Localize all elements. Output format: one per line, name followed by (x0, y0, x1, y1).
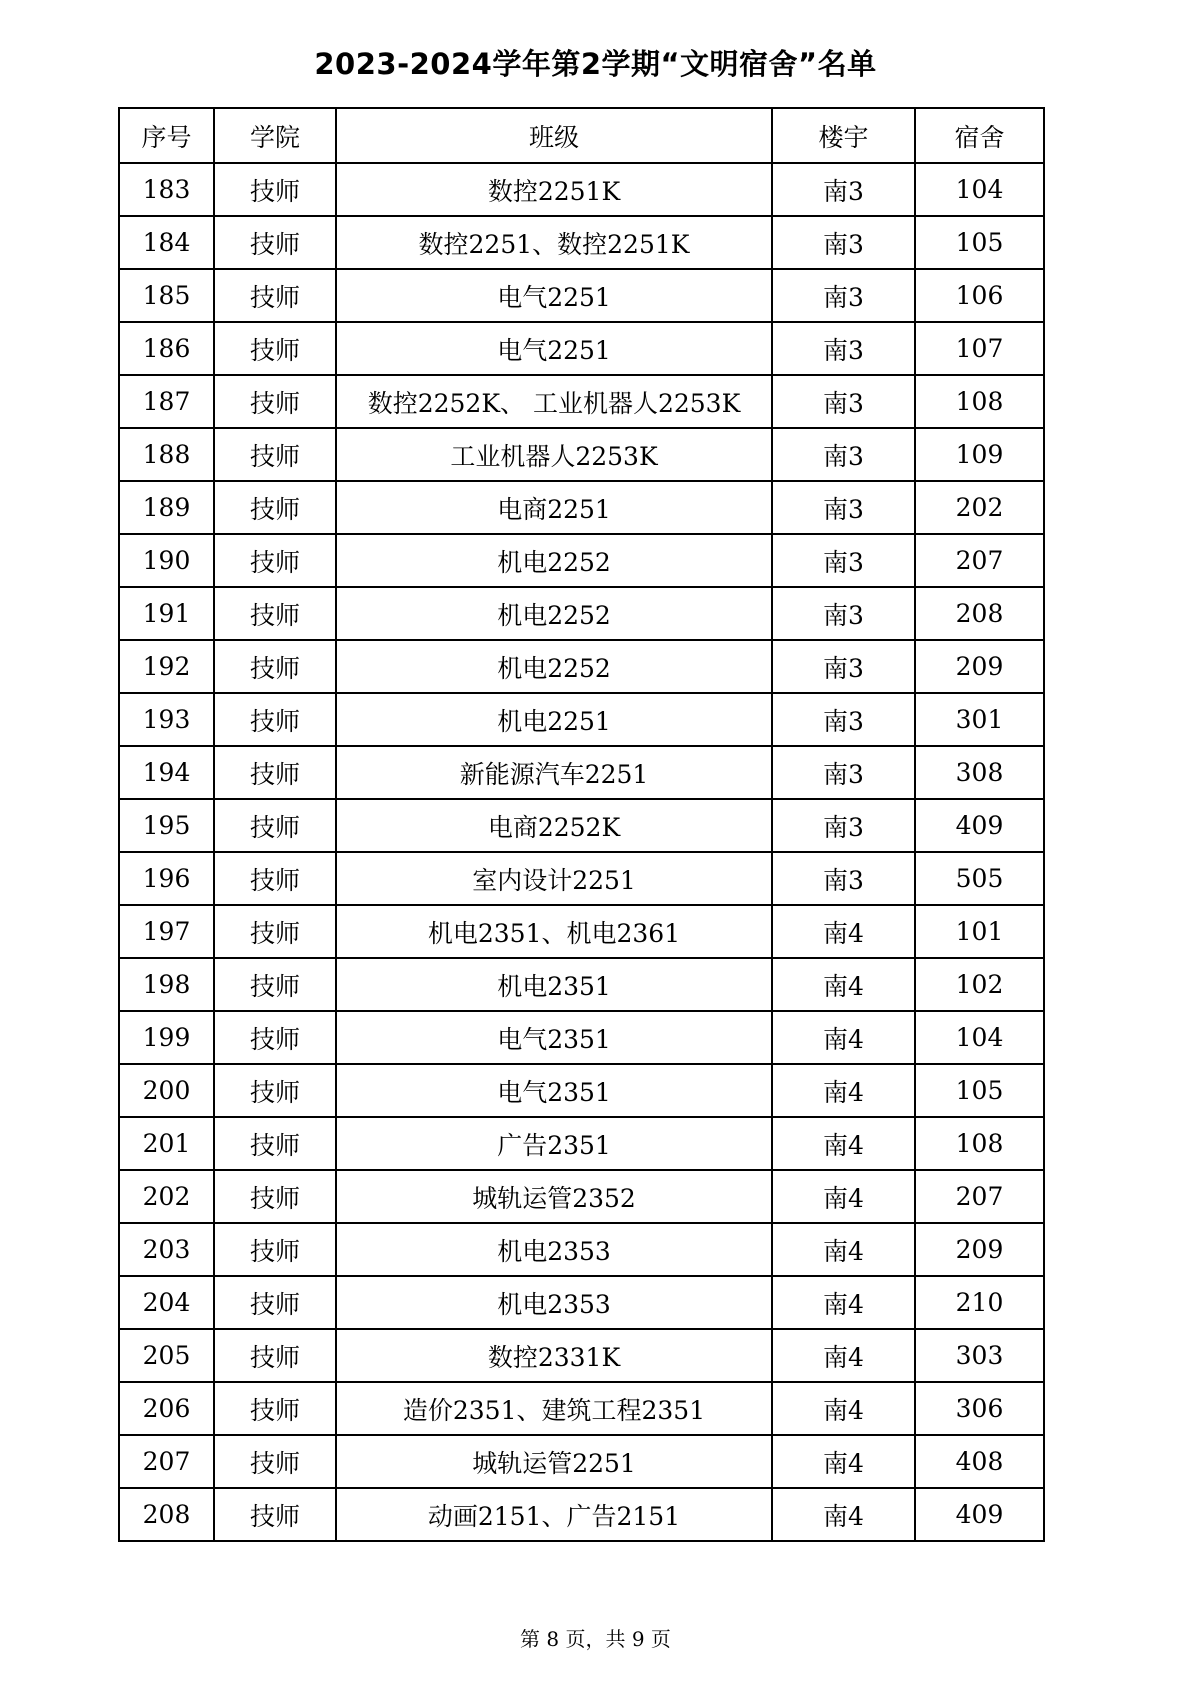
table-row (119, 534, 1044, 587)
cell-serial-number: 205 (119, 1329, 214, 1382)
table-row (119, 322, 1044, 375)
cell-serial-number: 190 (119, 534, 214, 587)
cell-building: 南4 (772, 1329, 915, 1382)
cell-dorm-room: 409 (915, 1488, 1044, 1541)
cell-college: 技师 (214, 322, 336, 375)
table-row (119, 905, 1044, 958)
cell-serial-number: 192 (119, 640, 214, 693)
cell-class: 电气2351 (336, 1064, 772, 1117)
cell-dorm-room: 207 (915, 1170, 1044, 1223)
cell-college: 技师 (214, 428, 336, 481)
cell-building: 南4 (772, 1382, 915, 1435)
cell-serial-number: 199 (119, 1011, 214, 1064)
cell-building: 南4 (772, 1170, 915, 1223)
cell-college: 技师 (214, 799, 336, 852)
cell-serial-number: 193 (119, 693, 214, 746)
header-dorm-room: 宿舍 (915, 108, 1044, 163)
dormitory-table (118, 107, 1045, 1542)
cell-dorm-room: 208 (915, 587, 1044, 640)
table-row (119, 799, 1044, 852)
cell-serial-number: 185 (119, 269, 214, 322)
cell-dorm-room: 102 (915, 958, 1044, 1011)
cell-serial-number: 197 (119, 905, 214, 958)
cell-class: 动画2151、广告2151 (336, 1488, 772, 1541)
cell-building: 南4 (772, 1488, 915, 1541)
cell-college: 技师 (214, 1117, 336, 1170)
cell-college: 技师 (214, 163, 336, 216)
cell-building: 南4 (772, 1011, 915, 1064)
cell-serial-number: 188 (119, 428, 214, 481)
cell-dorm-room: 306 (915, 1382, 1044, 1435)
cell-class: 工业机器人2253K (336, 428, 772, 481)
cell-serial-number: 198 (119, 958, 214, 1011)
cell-building: 南3 (772, 640, 915, 693)
cell-serial-number: 191 (119, 587, 214, 640)
cell-dorm-room: 104 (915, 163, 1044, 216)
cell-dorm-room: 104 (915, 1011, 1044, 1064)
table-row (119, 1488, 1044, 1541)
table-row (119, 1276, 1044, 1329)
cell-building: 南3 (772, 852, 915, 905)
cell-serial-number: 206 (119, 1382, 214, 1435)
cell-class: 城轨运管2352 (336, 1170, 772, 1223)
cell-college: 技师 (214, 1223, 336, 1276)
cell-serial-number: 195 (119, 799, 214, 852)
cell-dorm-room: 108 (915, 375, 1044, 428)
cell-college: 技师 (214, 1488, 336, 1541)
cell-serial-number: 200 (119, 1064, 214, 1117)
cell-dorm-room: 303 (915, 1329, 1044, 1382)
cell-building: 南4 (772, 1435, 915, 1488)
cell-building: 南3 (772, 746, 915, 799)
cell-serial-number: 207 (119, 1435, 214, 1488)
table-row (119, 1223, 1044, 1276)
cell-class: 数控2252K、 工业机器人2253K (336, 375, 772, 428)
cell-college: 技师 (214, 1276, 336, 1329)
cell-dorm-room: 105 (915, 216, 1044, 269)
cell-college: 技师 (214, 269, 336, 322)
cell-college: 技师 (214, 693, 336, 746)
cell-college: 技师 (214, 1170, 336, 1223)
cell-college: 技师 (214, 1064, 336, 1117)
cell-dorm-room: 107 (915, 322, 1044, 375)
cell-serial-number: 183 (119, 163, 214, 216)
cell-dorm-room: 209 (915, 640, 1044, 693)
table-row (119, 693, 1044, 746)
cell-college: 技师 (214, 640, 336, 693)
cell-dorm-room: 209 (915, 1223, 1044, 1276)
cell-class: 室内设计2251 (336, 852, 772, 905)
cell-serial-number: 184 (119, 216, 214, 269)
header-college: 学院 (214, 108, 336, 163)
cell-dorm-room: 301 (915, 693, 1044, 746)
cell-college: 技师 (214, 958, 336, 1011)
table-row (119, 852, 1044, 905)
cell-building: 南4 (772, 1064, 915, 1117)
cell-college: 技师 (214, 905, 336, 958)
cell-dorm-room: 210 (915, 1276, 1044, 1329)
cell-college: 技师 (214, 481, 336, 534)
cell-dorm-room: 409 (915, 799, 1044, 852)
cell-serial-number: 208 (119, 1488, 214, 1541)
cell-dorm-room: 105 (915, 1064, 1044, 1117)
cell-building: 南3 (772, 428, 915, 481)
table-row (119, 1329, 1044, 1382)
cell-class: 新能源汽车2251 (336, 746, 772, 799)
cell-class: 数控2331K (336, 1329, 772, 1382)
cell-serial-number: 201 (119, 1117, 214, 1170)
header-building: 楼宇 (772, 108, 915, 163)
cell-college: 技师 (214, 1435, 336, 1488)
cell-serial-number: 203 (119, 1223, 214, 1276)
cell-class: 机电2251 (336, 693, 772, 746)
cell-class: 机电2252 (336, 640, 772, 693)
table-row (119, 746, 1044, 799)
cell-class: 数控2251K (336, 163, 772, 216)
table-row (119, 1011, 1044, 1064)
cell-building: 南3 (772, 375, 915, 428)
page-title: 2023-2024学年第2学期“文明宿舍”名单 (314, 47, 877, 81)
cell-serial-number: 202 (119, 1170, 214, 1223)
cell-class: 机电2351、机电2361 (336, 905, 772, 958)
header-class: 班级 (336, 108, 772, 163)
cell-college: 技师 (214, 534, 336, 587)
cell-serial-number: 189 (119, 481, 214, 534)
cell-college: 技师 (214, 375, 336, 428)
cell-class: 造价2351、建筑工程2351 (336, 1382, 772, 1435)
cell-class: 城轨运管2251 (336, 1435, 772, 1488)
cell-class: 数控2251、数控2251K (336, 216, 772, 269)
cell-building: 南3 (772, 587, 915, 640)
cell-class: 机电2351 (336, 958, 772, 1011)
cell-dorm-room: 101 (915, 905, 1044, 958)
table-row (119, 216, 1044, 269)
table-row (119, 163, 1044, 216)
cell-dorm-room: 308 (915, 746, 1044, 799)
cell-building: 南4 (772, 1223, 915, 1276)
cell-dorm-room: 202 (915, 481, 1044, 534)
cell-building: 南3 (772, 322, 915, 375)
cell-dorm-room: 109 (915, 428, 1044, 481)
page-footer: 第 8 页，共 9 页 (520, 1627, 671, 1651)
cell-building: 南4 (772, 1117, 915, 1170)
cell-class: 电气2351 (336, 1011, 772, 1064)
cell-class: 机电2252 (336, 534, 772, 587)
table-row (119, 428, 1044, 481)
cell-class: 机电2252 (336, 587, 772, 640)
cell-class: 电商2252K (336, 799, 772, 852)
cell-building: 南3 (772, 163, 915, 216)
cell-building: 南3 (772, 534, 915, 587)
cell-class: 电气2251 (336, 322, 772, 375)
table-body (119, 163, 1044, 1541)
cell-building: 南3 (772, 693, 915, 746)
table-row (119, 958, 1044, 1011)
cell-building: 南3 (772, 799, 915, 852)
table-row (119, 1435, 1044, 1488)
cell-building: 南4 (772, 958, 915, 1011)
cell-class: 机电2353 (336, 1223, 772, 1276)
cell-college: 技师 (214, 746, 336, 799)
cell-serial-number: 204 (119, 1276, 214, 1329)
cell-college: 技师 (214, 1329, 336, 1382)
cell-college: 技师 (214, 1382, 336, 1435)
cell-building: 南3 (772, 269, 915, 322)
cell-serial-number: 186 (119, 322, 214, 375)
table-row (119, 1064, 1044, 1117)
cell-building: 南4 (772, 905, 915, 958)
table-row (119, 375, 1044, 428)
cell-dorm-room: 108 (915, 1117, 1044, 1170)
cell-college: 技师 (214, 1011, 336, 1064)
header-serial-number: 序号 (119, 108, 214, 163)
cell-building: 南4 (772, 1276, 915, 1329)
cell-class: 电气2251 (336, 269, 772, 322)
table-row (119, 1170, 1044, 1223)
table-row (119, 1382, 1044, 1435)
table-row (119, 269, 1044, 322)
cell-college: 技师 (214, 216, 336, 269)
cell-class: 机电2353 (336, 1276, 772, 1329)
cell-serial-number: 187 (119, 375, 214, 428)
cell-dorm-room: 207 (915, 534, 1044, 587)
cell-building: 南3 (772, 216, 915, 269)
table-row (119, 587, 1044, 640)
table-row (119, 640, 1044, 693)
cell-serial-number: 194 (119, 746, 214, 799)
cell-college: 技师 (214, 587, 336, 640)
table-row (119, 1117, 1044, 1170)
cell-college: 技师 (214, 852, 336, 905)
table-header-row (119, 108, 1044, 163)
table-row (119, 481, 1044, 534)
cell-dorm-room: 106 (915, 269, 1044, 322)
cell-dorm-room: 505 (915, 852, 1044, 905)
cell-class: 广告2351 (336, 1117, 772, 1170)
cell-dorm-room: 408 (915, 1435, 1044, 1488)
cell-class: 电商2251 (336, 481, 772, 534)
cell-serial-number: 196 (119, 852, 214, 905)
cell-building: 南3 (772, 481, 915, 534)
